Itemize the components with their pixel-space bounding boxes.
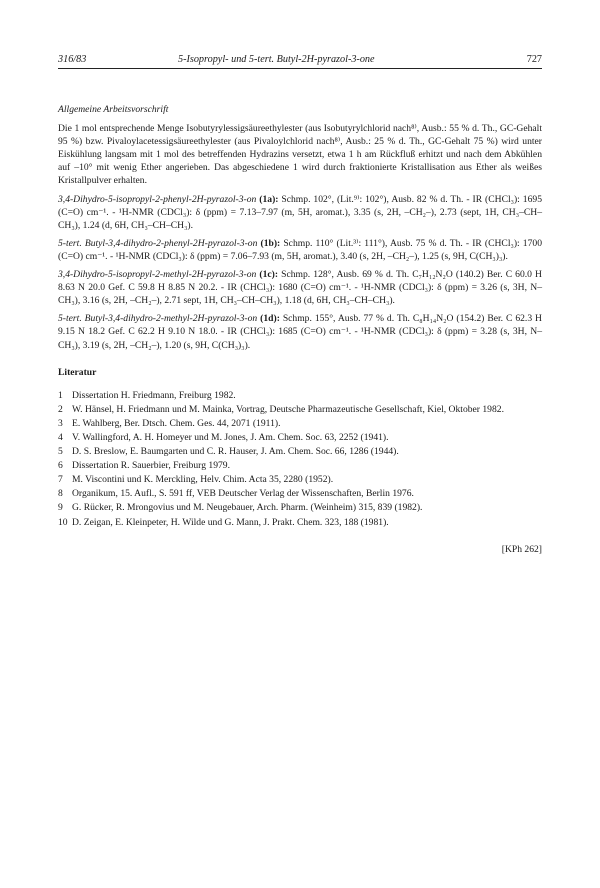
reference-text: G. Rücker, R. Mrongovius und M. Neugebauer, Arch. Pharm. (Weinheim) 315, 839 (1982). — [72, 502, 423, 514]
running-header — [58, 52, 542, 69]
literature-heading: Literatur — [58, 366, 97, 378]
reference-item — [58, 516, 542, 529]
compound-code: (1b): — [260, 237, 281, 249]
compound-entry — [58, 312, 542, 351]
reference-number: 7 — [58, 474, 63, 486]
reference-list — [58, 389, 542, 529]
manuscript-code: [KPh 262] — [501, 543, 542, 555]
compound-entry — [58, 237, 542, 263]
reference-text: E. Wahlberg, Ber. Dtsch. Chem. Ges. 44, 2071 (1911). — [72, 417, 281, 429]
reference-text: D. S. Breslow, E. Baumgarten und C. R. Hauser, J. Am. Chem. Soc. 66, 1286 (1944). — [72, 446, 399, 458]
reference-number: 4 — [58, 431, 63, 443]
reference-item — [58, 431, 542, 444]
reference-number: 5 — [58, 446, 63, 458]
compound-entry — [58, 268, 542, 307]
running-title: 5-Isopropyl- und 5-tert. Butyl-2H-pyrazol-3-one — [178, 54, 375, 65]
reference-number: 10 — [58, 516, 68, 528]
compound-code: (1c): — [259, 269, 279, 281]
compound-data: Schmp. 102°, (Lit.⁹⁾: 102°), Ausb. 82 % d. Th. - IR (CHCl₃): 1695 (C=O) cm⁻¹. - ¹H-NMR (CDCl₃): δ (ppm) = 7.13–7.97 (m, 5H, aromat.), 3.35 (s, 2H, –CH₂–), 2.73 (sept, 1H, CH₃–CH–CH₃), 1.24 (d, 6H, CH₃–CH–CH₃). — [58, 193, 542, 231]
reference-number: 2 — [58, 403, 63, 415]
compound-data: Schmp. 155°, Ausb. 77 % d. Th. C₈H₁₄N₂O (154.2) Ber. C 62.3 H 9.15 N 18.2 Gef. C 62.2 H 9.10 N 18.0. - IR (CHCl₃): 1685 (C=O) cm⁻¹. - ¹H-NMR (CDCl₃): δ (ppm) = 3.28 (s, 3H, N–CH₃), 3.19 (s, 2H, –CH₂–), 1.20 (s, 9H, C(CH₃)₃). — [58, 313, 542, 351]
compound-data: Schmp. 128°, Ausb. 69 % d. Th. C₇H₁₂N₂O (140.2) Ber. C 60.0 H 8.63 N 20.0 Gef. C 59.8 H 8.85 N 20.2. - IR (CHCl₃): 1680 (C=O) cm⁻¹. - ¹H-NMR (CDCl₃): δ (ppm) = 3.26 (s, 3H, N–CH₃), 3.16 (s, 2H, –CH₂–), 2.71 sept, 1H, CH₃–CH–CH₃), 1.18 (d, 6H, CH₃–CH–CH₃). — [58, 269, 542, 307]
reference-item — [58, 403, 542, 416]
reference-item — [58, 417, 542, 430]
page-number: 727 — [526, 54, 542, 65]
reference-text: M. Viscontini und K. Merckling, Helv. Chim. Acta 35, 2280 (1952). — [72, 474, 334, 486]
journal-issue: 316/83 — [58, 54, 87, 65]
journal-page — [58, 52, 542, 556]
reference-text: D. Zeigan, E. Kleinpeter, H. Wilde und G. Mann, J. Prakt. Chem. 323, 188 (1981). — [72, 516, 389, 528]
compound-name: 5-tert. Butyl-3,4-dihydro-2-methyl-2H-pyrazol-3-on — [58, 313, 258, 325]
reference-text: Organikum, 15. Aufl., S. 591 ff, VEB Deutscher Verlag der Wissenschaften, Berlin 1976. — [72, 488, 414, 500]
reference-item — [58, 445, 542, 458]
section-heading: Allgemeine Arbeitsvorschrift — [58, 104, 169, 115]
reference-text: V. Wallingford, A. H. Homeyer und M. Jones, J. Am. Chem. Soc. 63, 2252 (1941). — [72, 431, 389, 443]
compound-data: Schmp. 110° (Lit.³⁾: 111°), Ausb. 75 % d. Th. - IR (CHCl₃): 1700 (C=O) cm⁻¹. - ¹H-NMR (CDCl₃): δ (ppm) = 7.06–7.93 (m, 5H, aromat.), 3.40 (s, 2H, –CH₂–), 1.25 (s, 9H, C(CH₃)₃). — [58, 237, 542, 262]
compound-entry — [58, 193, 542, 232]
reference-number: 6 — [58, 460, 63, 472]
general-procedure-paragraph: Die 1 mol entsprechende Menge Isobutyrylessigsäureethylester (aus Isobutyrylchlorid nach⁸⁾, Ausb.: 55 % d. Th., GC-Gehalt 95 %) bzw. Pivaloylacetessigsäureethylester (aus Pivaloylchlorid nach⁸⁾, Ausb.: 25 % d. Th., GC-Gehalt 75 %) wird unter Eiskühlung langsam mit 1 mol des betreffenden Hydrazins versetzt, etwa 1 h am Rückfluß erhitzt und nach dem Abkühlen auf –10° mit wenig Ether angerieben. Das abgeschiedene 1 wird durch fraktionierte Kristallisation aus Ether als weißes Kristallpulver erhalten. — [58, 123, 542, 187]
reference-item — [58, 389, 542, 402]
compound-code: (1d): — [260, 313, 280, 325]
reference-number: 3 — [58, 417, 63, 429]
reference-number: 1 — [58, 389, 63, 401]
reference-text: Dissertation R. Sauerbier, Freiburg 1979. — [72, 460, 230, 472]
reference-item — [58, 473, 542, 486]
compound-name: 3,4-Dihydro-5-isopropyl-2-methyl-2H-pyrazol-3-on — [58, 269, 257, 281]
reference-item — [58, 459, 542, 472]
reference-number: 9 — [58, 502, 63, 514]
reference-number: 8 — [58, 488, 63, 500]
reference-text: W. Hänsel, H. Friedmann und M. Mainka, Vortrag, Deutsche Pharmazeutische Gesellschaft, Kiel, Oktober 1982. — [72, 403, 504, 415]
compound-name: 5-tert. Butyl-3,4-dihydro-2-phenyl-2H-pyrazol-3-on — [58, 237, 258, 249]
compound-name: 3,4-Dihydro-5-isopropyl-2-phenyl-2H-pyrazol-3-on — [58, 193, 257, 205]
reference-text: Dissertation H. Friedmann, Freiburg 1982. — [72, 389, 236, 401]
compound-code: (1a): — [259, 193, 279, 205]
reference-item — [58, 501, 542, 514]
reference-item — [58, 487, 542, 500]
